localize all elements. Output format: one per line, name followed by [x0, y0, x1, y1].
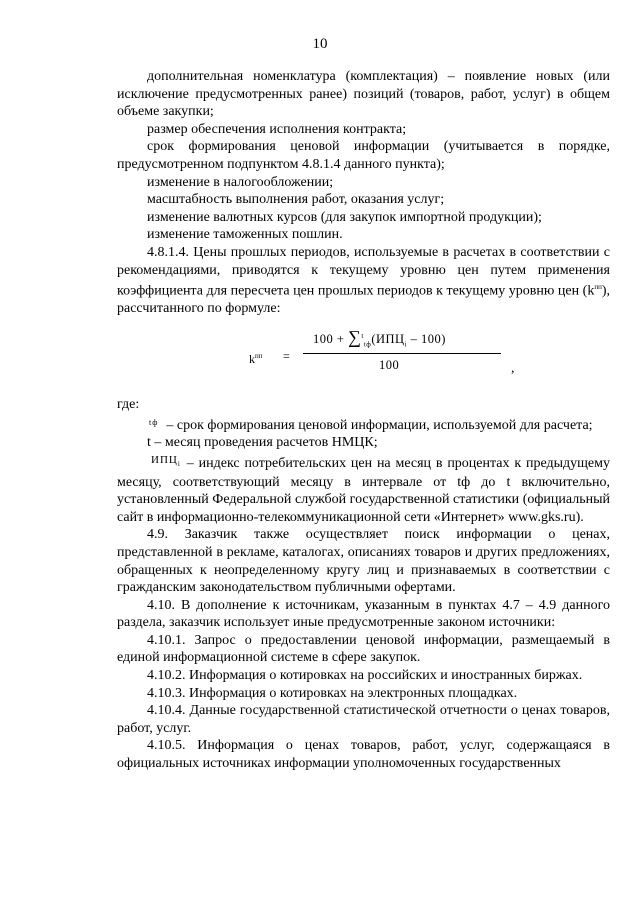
page-number: 10	[312, 36, 328, 52]
p484-text-b: ), рассчитанного по формуле:	[117, 283, 610, 317]
paragraph-4-9: 4.9. Заказчик также осуществляет поиск информации о ценах, представленной в рекламе, каталогах, описаниях товаров и других предложениях, обращенных к неопределенному кругу лиц и признаваемых в соответствии с гражданским законодательством публичными офертами.	[117, 527, 610, 596]
p484-text-a: 4.8.1.4. Цены прошлых периодов, используемые в расчетах в соответствии с рекомендациями, приводятся к текущему уровню цен путем применения коэффициента для пересчета цен прошлых периодов к текущему уровню цен (k	[117, 244, 610, 299]
p484-superscript: пп	[594, 283, 602, 292]
paragraph-currency: изменение валютных курсов (для закупок импортной продукции);	[147, 209, 542, 225]
paragraph-customs: изменение таможенных пошлин.	[147, 227, 343, 243]
formula-k: $k^{пп}$	[249, 351, 263, 366]
paragraph-nomenclature: дополнительная номенклатура (комплектация) – появление новых (или исключение предусмотренных ранее) позиций (товаров, работ, услуг) в общем объеме закупки;	[117, 69, 610, 120]
definition-ipc: $^{ИПЦ_i}$ – индекс потребительских цен на месяц в процентах к предыдущему месяцу, соответствующий месяцу в интервале от tф до t включительно, установленный Федеральной службой государственной статистики (официальный сайт в информационно-телекоммуникационной сети «Интернет» www.gks.ru).	[117, 453, 610, 525]
formula-equals: =	[283, 348, 290, 363]
definition-tf: $^{tф}$ – срок формирования ценовой информации, используемой для расчета;	[149, 417, 593, 433]
paragraph-4-10-5: 4.10.5. Информация о ценах товаров, работ, услуг, содержащаяся в официальных источниках информации уполномоченных государственных	[117, 738, 610, 772]
symbol-ipc: ИПЦi	[151, 453, 181, 468]
paragraph-4-10-2: 4.10.2. Информация о котировках на российских и иностранных биржах.	[147, 668, 583, 684]
paragraph-scale: масштабность выполнения работ, оказания услуг;	[147, 192, 445, 208]
paragraph-security-size: размер обеспечения исполнения контракта;	[147, 121, 407, 137]
paragraph-4-10-1: 4.10.1. Запрос о предоставлении ценовой информации, размещаемый в единой информационной системе в сфере закупок.	[117, 632, 610, 666]
paragraph-4-10: 4.10. В дополнение к источникам, указанным в пунктах 4.7 – 4.9 данного раздела, заказчик использует иные предусмотренные законом источники:	[117, 597, 610, 631]
fraction-bar	[303, 353, 501, 354]
sum-symbol: ∑	[348, 327, 362, 348]
coefficient-formula	[117, 326, 610, 392]
document-body	[117, 68, 610, 773]
paragraph-4-8-1-4	[117, 244, 610, 318]
paragraph-price-term: срок формирования ценовой информации (учитывается в порядке, предусмотренном подпунктом 4.8.1.4 данного пункта);	[117, 139, 610, 172]
formula-numerator: $100 + \sum^t_{tф}(ИПЦ_i - 100)$	[313, 327, 446, 349]
formula-denominator: 100	[379, 357, 400, 372]
paragraph-4-10-4: 4.10.4. Данные государственной статистической отчетности о ценах товаров, работ, услуг.	[117, 703, 610, 736]
paragraph-taxation: изменение в налогообложении;	[147, 174, 334, 190]
paragraph-4-10-3: 4.10.3. Информация о котировках на электронных площадках.	[147, 685, 518, 701]
symbol-tf: tф	[149, 417, 159, 427]
formula-comma: ,	[511, 360, 515, 376]
where-label: где:	[117, 396, 140, 412]
definition-t: t – месяц проведения расчетов НМЦК;	[147, 435, 378, 451]
